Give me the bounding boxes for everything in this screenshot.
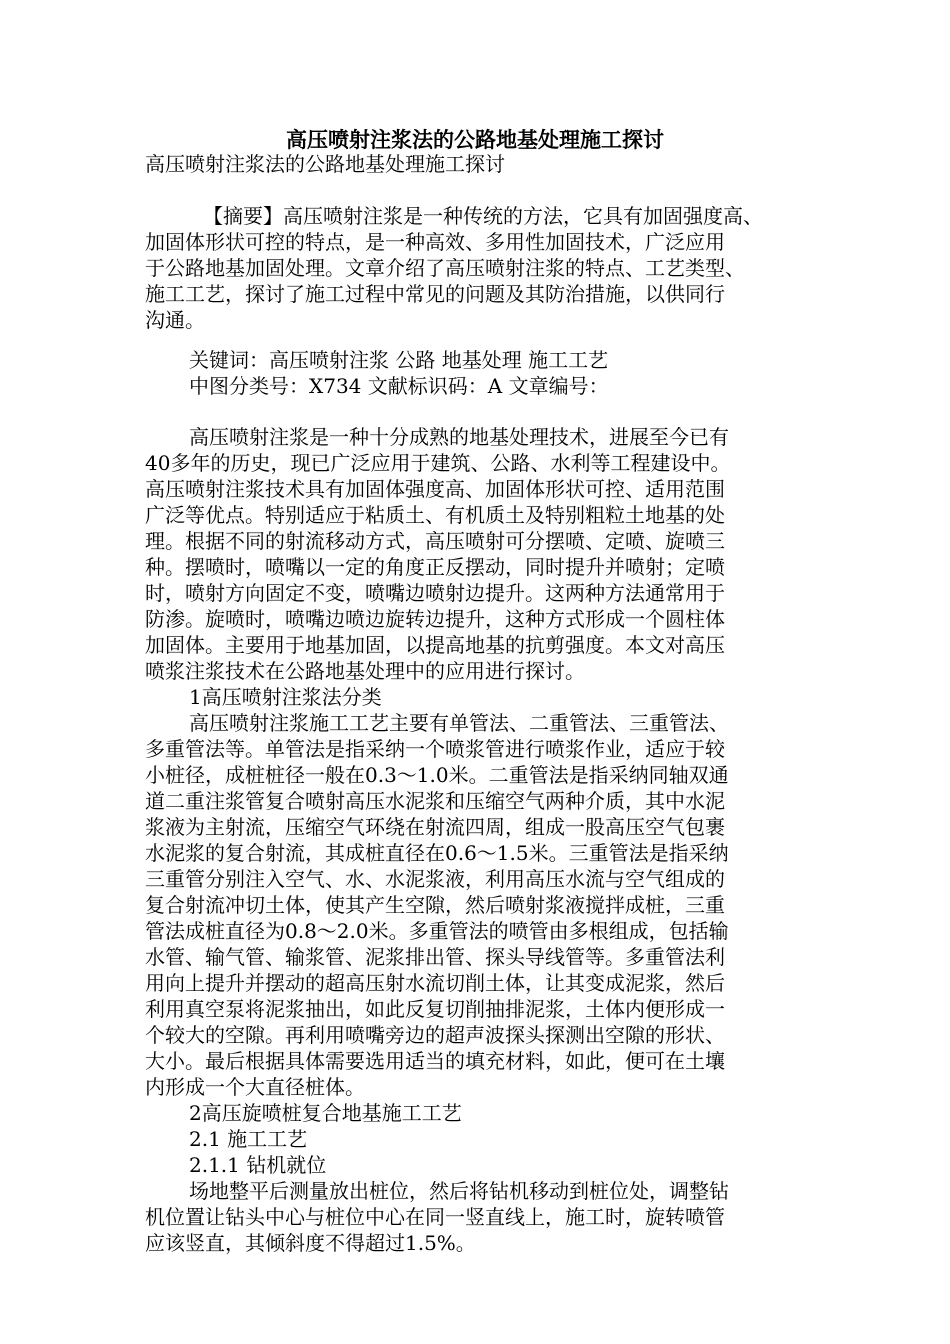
text-line: 沟通。 bbox=[145, 308, 205, 332]
text-line: 水管、输气管、输浆管、泥浆排出管、探头导线管等。多重管法利 bbox=[145, 945, 725, 969]
text-line: 理。根据不同的射流移动方式，高压喷射可分摆喷、定喷、旋喷三 bbox=[145, 529, 725, 553]
text-line: 个较大的空隙。再利用喷嘴旁边的超声波探头探测出空隙的形状、 bbox=[145, 1023, 725, 1047]
text-line: 2高压旋喷桩复合地基施工工艺 bbox=[189, 1101, 462, 1125]
text-line: 道二重注浆管复合喷射高压水泥浆和压缩空气两种介质，其中水泥 bbox=[145, 789, 725, 813]
text-line: 管法成桩直径为0.8～2.0米。多重管法的喷管由多根组成，包括输 bbox=[145, 919, 729, 943]
text-line: 种。摆喷时，喷嘴以一定的角度正反摆动，同时提升并喷射；定喷 bbox=[145, 555, 725, 579]
text-line: 高压喷射注浆技术具有加固体强度高、加固体形状可控、适用范围 bbox=[145, 477, 725, 501]
text-line: 应该竖直，其倾斜度不得超过1.5%。 bbox=[145, 1231, 476, 1255]
text-line: 2.1.1 钻机就位 bbox=[189, 1153, 327, 1177]
text-line: 水泥浆的复合射流，其成桩直径在0.6～1.5米。三重管法是指采纳 bbox=[145, 841, 729, 865]
text-line: 40多年的历史，现已广泛应用于建筑、公路、水利等工程建设中。 bbox=[145, 451, 731, 475]
text-line: 高压喷射注浆法的公路地基处理施工探讨 bbox=[145, 152, 505, 176]
text-line: 于公路地基加固处理。文章介绍了高压喷射注浆的特点、工艺类型、 bbox=[145, 256, 745, 280]
text-line: 时，喷射方向固定不变，喷嘴边喷射边提升。这两种方法通常用于 bbox=[145, 581, 725, 605]
text-line: 加固体。主要用于地基加固，以提高地基的抗剪强度。本文对高压 bbox=[145, 633, 725, 657]
text-line: 关键词：高压喷射注浆 公路 地基处理 施工工艺 bbox=[189, 348, 609, 372]
text-line: 小桩径，成桩桩径一般在0.3～1.0米。二重管法是指采纳同轴双通 bbox=[145, 763, 729, 787]
text-line: 施工工艺，探讨了施工过程中常见的问题及其防治措施，以供同行 bbox=[145, 282, 725, 306]
text-line: 大小。最后根据具体需要选用适当的填充材料，如此，便可在土壤 bbox=[145, 1049, 725, 1073]
document-title: 高压喷射注浆法的公路地基处理施工探讨 bbox=[286, 128, 664, 152]
text-line: 广泛等优点。特别适应于粘质土、有机质土及特别粗粒土地基的处 bbox=[145, 503, 725, 527]
text-line: 加固体形状可控的特点，是一种高效、多用性加固技术，广泛应用 bbox=[145, 230, 725, 254]
text-line: 场地整平后测量放出桩位，然后将钻机移动到桩位处，调整钻 bbox=[189, 1179, 729, 1203]
text-line: 三重管分别注入空气、水、水泥浆液，利用高压水流与空气组成的 bbox=[145, 867, 725, 891]
text-line: 利用真空泵将泥浆抽出，如此反复切削抽排泥浆，土体内便形成一 bbox=[145, 997, 725, 1021]
text-line: 高压喷射注浆是一种十分成熟的地基处理技术，进展至今已有 bbox=[189, 425, 729, 449]
text-line: 用向上提升并摆动的超高压射水流切削土体，让其变成泥浆，然后 bbox=[145, 971, 725, 995]
text-line: 机位置让钻头中心与桩位中心在同一竖直线上，施工时，旋转喷管 bbox=[145, 1205, 725, 1229]
text-line: 2.1 施工工艺 bbox=[189, 1127, 308, 1151]
text-line: 1高压喷射注浆法分类 bbox=[189, 685, 382, 709]
text-line: 高压喷射注浆施工工艺主要有单管法、二重管法、三重管法、 bbox=[189, 711, 729, 735]
text-line: 防渗。旋喷时，喷嘴边喷边旋转边提升，这种方式形成一个圆柱体 bbox=[145, 607, 725, 631]
text-line: 复合射流冲切土体，使其产生空隙，然后喷射浆液搅拌成桩，三重 bbox=[145, 893, 725, 917]
text-line: 多重管法等。单管法是指采纳一个喷浆管进行喷浆作业，适应于较 bbox=[145, 737, 725, 761]
text-line: 浆液为主射流，压缩空气环绕在射流四周，组成一股高压空气包裹 bbox=[145, 815, 725, 839]
text-line: 喷浆注浆技术在公路地基处理中的应用进行探讨。 bbox=[145, 659, 585, 683]
text-line: 中图分类号：X734 文献标识码：A 文章编号： bbox=[189, 374, 609, 398]
text-line: 内形成一个大直径桩体。 bbox=[145, 1075, 365, 1099]
text-line: 【摘要】高压喷射注浆是一种传统的方法，它具有加固强度高、 bbox=[203, 204, 763, 228]
